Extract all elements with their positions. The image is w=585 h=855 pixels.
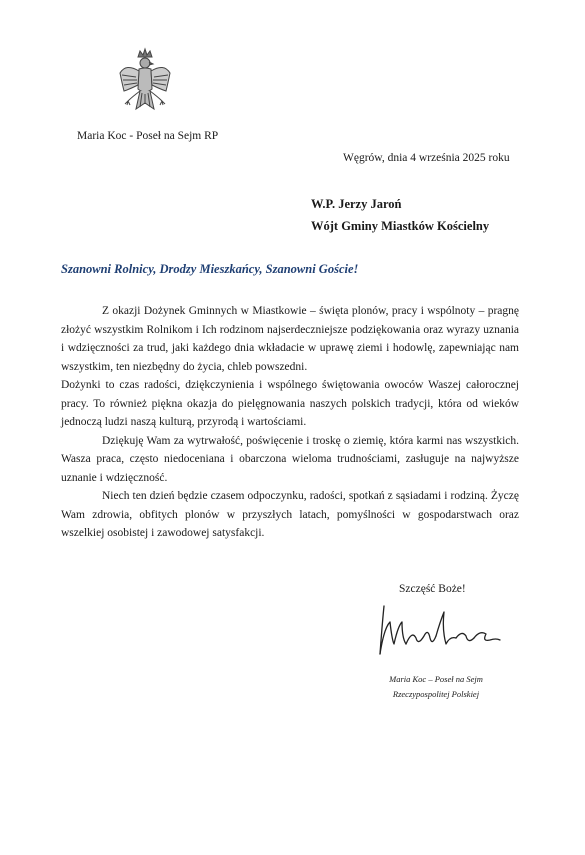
paragraph: Dożynki to czas radości, dziękczynienia i wspólnego świętowania owoców Waszej całorocznej pracy. To również piękna okazja do pielęgnowania naszych polskich tradycji, która od wieków jednoczą ludzi naszą kulturą, przyrodą i wartościami.	[61, 379, 519, 428]
polish-eagle-icon	[116, 47, 174, 123]
closing-salutation: Szczęść Boże!	[399, 583, 466, 595]
paragraph: Niech ten dzień będzie czasem odpoczynku, radości, spotkań z sąsiadami i rodziną. Życzę Wam zdrowia, obfitych plonów w przyszłych latach, pomyślności w gospodarstwach oraz wszelkiej osobistej i zawodowej satysfakcji.	[61, 490, 519, 539]
date-line: Węgrów, dnia 4 września 2025 roku	[343, 152, 510, 164]
signature-caption-line2: Rzeczypospolitej Polskiej	[392, 689, 480, 699]
recipient-title: Wójt Gminy Miastków Kościelny	[311, 219, 490, 233]
signature-caption-line1: Maria Koc – Poseł na Sejm	[389, 674, 483, 684]
recipient-block	[311, 193, 489, 237]
signature-caption	[372, 672, 500, 702]
recipient-name: W.P. Jerzy Jaroń	[311, 197, 402, 211]
paragraph: Z okazji Dożynek Gminnych w Miastkowie – święta plonów, pracy i wspólnoty – pragnę złożyć wszystkim Rolnikom i Ich rodzinom najserdeczniejsze podziękowania oraz wyrazy uznania i wdzięczności za trud, jaki każdego dnia wkładacie w uprawę ziemi i hodowlę, zapewniając nam wszystkim, ten niezbędny do życia, chleb powszedni.	[61, 305, 519, 373]
sender-line: Maria Koc - Poseł na Sejm RP	[77, 130, 219, 142]
letter-body	[61, 302, 519, 543]
handwritten-signature	[374, 600, 502, 660]
paragraph: Dziękuję Wam za wytrwałość, poświęcenie i troskę o ziemię, która karmi nas wszystkich. Wasza praca, często niedoceniana i obarczona wieloma trudnościami, zasługuje na najwyższe uznanie i wdzięczność.	[61, 434, 519, 484]
greeting: Szanowni Rolnicy, Drodzy Mieszkańcy, Szanowni Goście!	[61, 262, 359, 276]
